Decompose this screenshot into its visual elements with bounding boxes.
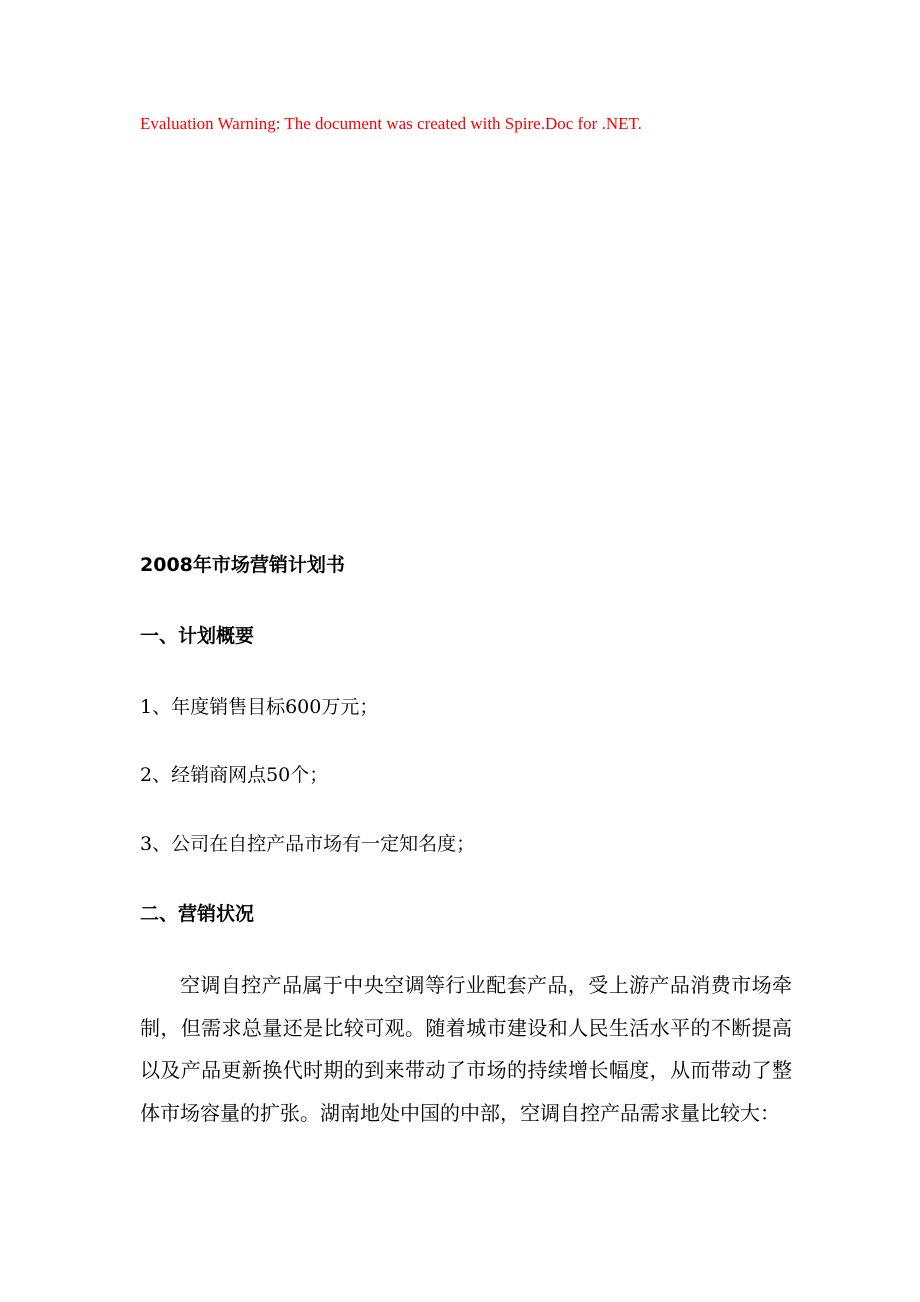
plan-item-brand-awareness: 3、公司在自控产品市场有一定知名度； (140, 833, 476, 855)
section-heading-plan-summary: 一、计划概要 (140, 625, 255, 647)
marketing-status-paragraph: 空调自控产品属于中央空调等行业配套产品，受上游产品消费市场牵制，但需求总量还是比较可观。随着城市建设和人民生活水平的不断提高以及产品更新换代时期的到来带动了市场的持续增长幅度，从而带动了整体市场容量的扩张。湖南地处中国的中部，空调自控产品需求量比较大： (140, 973, 792, 1125)
plan-item-dealer-network: 2、经销商网点50个； (140, 764, 329, 786)
plan-item-sales-target: 1、年度销售目标600万元； (140, 696, 379, 718)
evaluation-warning: Evaluation Warning: The document was created with Spire.Doc for .NET. (140, 114, 642, 133)
section-heading-marketing-status: 二、营销状况 (140, 903, 255, 925)
document-title: 2008年市场营销计划书 (140, 554, 345, 576)
